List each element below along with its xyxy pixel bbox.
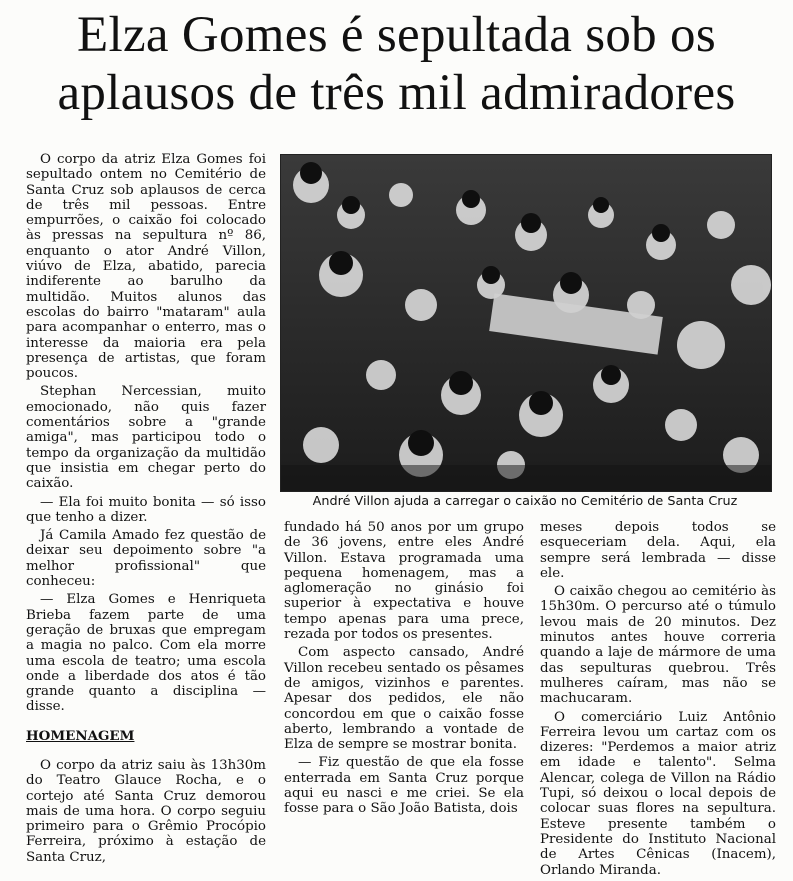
paragraph: — Ela foi muito bonita — só isso que tenho a dizer. <box>26 494 266 525</box>
headline-line-2: aplausos de três mil admiradores <box>57 65 736 121</box>
column-3 <box>540 520 776 881</box>
column-2 <box>284 520 524 820</box>
paragraph: Já Camila Amado fez questão de deixar seu depoimento sobre "a melhor profissional" que conheceu: <box>26 528 266 590</box>
crowd-photo-illustration <box>281 155 771 491</box>
column-1 <box>26 152 266 868</box>
photo-caption: André Villon ajuda a carregar o caixão no Cemitério de Santa Cruz <box>312 494 738 509</box>
paragraph: — Elza Gomes e Henriqueta Brieba fazem parte de uma geração de bruxas que empregam a magia no palco. Com ela morre uma escola de teatro; uma escola onde a liberdade dos atos é tão grande quanto a disciplina — disse. <box>26 592 266 715</box>
paragraph: O corpo da atriz Elza Gomes foi sepultado ontem no Cemitério de Santa Cruz sob aplausos de cerca de três mil pessoas. Entre empurrões, o caixão foi colocado às pressas na sepultura nº 86, enquanto o ator André Villon, viúvo de Elza, abatido, parecia indiferente ao barulho da multidão. Muitos alunos das escolas do bairro "mataram" aula para acompanhar o enterro, mas o interesse da maioria era pela presença de artistas, que foram poucos. <box>26 152 266 382</box>
paragraph: fundado há 50 anos por um grupo de 36 jovens, entre eles André Villon. Estava programada uma pequena homenagem, mas a aglomeração no ginásio foi superior à expectativa e houve tempo apenas para uma prece, rezada por todos os presentes. <box>284 520 524 643</box>
paragraph: O corpo da atriz saiu às 13h30m do Teatro Glauce Rocha, e o cortejo até Santa Cruz demorou mais de uma hora. O corpo seguiu primeiro para o Grêmio Procópio Ferreira, próximo à estação de Santa Cruz, <box>26 757 266 865</box>
section-subhead: HOMENAGEM <box>26 727 135 744</box>
paragraph: Stephan Nercessian, muito emocionado, não quis fazer comentários sobre a "grande amiga", mas participou todo o tempo da organização da multidão que insistia em chegar perto do caixão. <box>26 384 266 492</box>
funeral-photo <box>280 154 772 492</box>
paragraph: O caixão chegou ao cemitério às 15h30m. O percurso até o túmulo levou mais de 20 minutos. Dez minutos antes houve correria quando a laje de mármore de uma das sepulturas quebrou. Três mulheres caíram, mas não se machucaram. <box>540 584 776 707</box>
paragraph: — Fiz questão de que ela fosse enterrada em Santa Cruz porque aqui eu nasci e me criei. Se ela fosse para o São João Batista, dois <box>284 755 524 817</box>
paragraph: Com aspecto cansado, André Villon recebeu sentado os pêsames de amigos, vizinhos e parentes. Apesar dos pedidos, ele não concordou em que o caixão fosse aberto, lembrando a vontade de Elza de sempre se mostrar bonita. <box>284 645 524 753</box>
headline <box>0 6 793 122</box>
headline-line-1: Elza Gomes é sepultada sob os <box>77 7 716 63</box>
paragraph: meses depois todos se esqueceriam dela. Aqui, ela sempre será lembrada — disse ele. <box>540 520 776 581</box>
paragraph: O comerciário Luiz Antônio Ferreira levou um cartaz com os dizeres: "Perdemos a maior atriz em idade e talento". Selma Alencar, colega de Villon na Rádio Tupi, só deixou o local depois de colocar suas flores na sepultura. Esteve presente também o Presidente do Instituto Nacional de Artes Cênicas (Inacem), Orlando Miranda. <box>540 709 776 878</box>
